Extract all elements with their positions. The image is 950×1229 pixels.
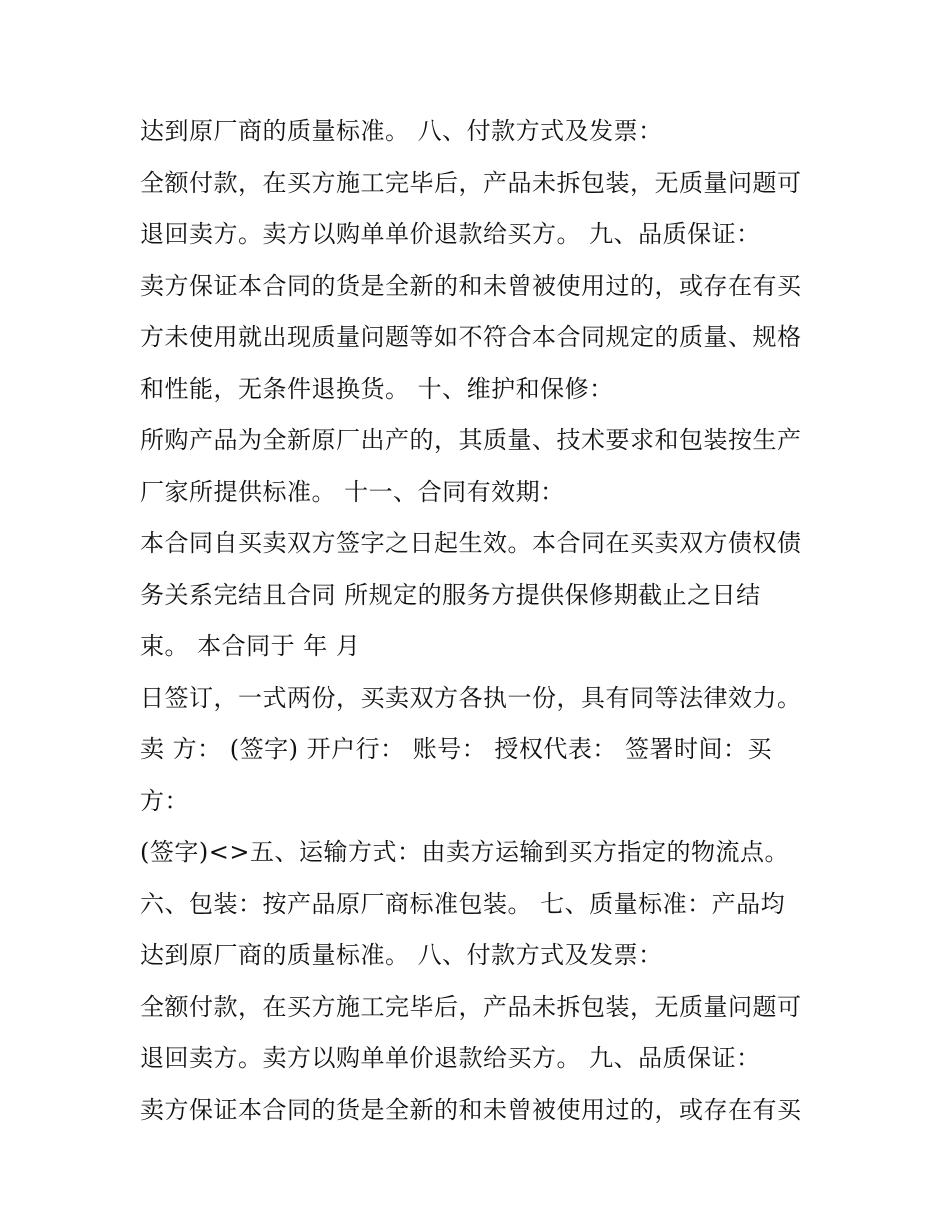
text-line: 达到原厂商的质量标准。 八、付款方式及发票：	[140, 941, 663, 969]
text-line: 退回卖方。卖方以购单单价退款给买方。 九、品质保证：	[140, 1044, 761, 1072]
text-line: 全额付款，在买方施工完毕后，产品未拆包装，无质量问题可	[140, 992, 802, 1021]
text-line: 务关系完结且合同 所规定的服务方提供保修期截止之日结	[140, 580, 761, 609]
text-line: 本合同自买卖双方签字之日起生效。本合同在买卖双方债权债	[140, 529, 802, 557]
text-line: 全额付款，在买方施工完毕后，产品未拆包装，无质量问题可	[140, 168, 802, 197]
text-line: (签字)<>五、运输方式：由卖方运输到买方指定的物流点。	[140, 838, 789, 866]
text-line: 六、包装：按产品原厂商标准包装。 七、质量标准：产品均	[140, 889, 786, 918]
text-line: 束。 本合同于 年 月	[140, 632, 361, 660]
text-line: 卖方保证本合同的货是全新的和未曾被使用过的，或存在有买	[140, 271, 802, 300]
text-line: 所购产品为全新原厂出产的，其质量、技术要求和包装按生产	[140, 426, 802, 454]
text-line: 退回卖方。卖方以购单单价退款给买方。 九、品质保证：	[140, 220, 761, 248]
text-line: 和性能，无条件退换货。 十、维护和保修：	[140, 374, 614, 403]
text-line: 日签订，一式两份，买卖双方各执一份，具有同等法律效力。	[140, 683, 802, 712]
text-line: 达到原厂商的质量标准。 八、付款方式及发票：	[140, 117, 663, 145]
text-line: 方：	[140, 786, 189, 815]
text-line: 方未使用就出现质量问题等如不符合本合同规定的质量、规格	[140, 323, 802, 351]
text-line: 厂家所提供标准。 十一、合同有效期：	[140, 477, 565, 506]
text-line: 卖方保证本合同的货是全新的和未曾被使用过的，或存在有买	[140, 1095, 802, 1124]
contract-text-body	[140, 106, 830, 1136]
text-line: 卖 方： (签字) 开户行： 账号： 授权代表： 签署时间：买	[140, 735, 772, 763]
